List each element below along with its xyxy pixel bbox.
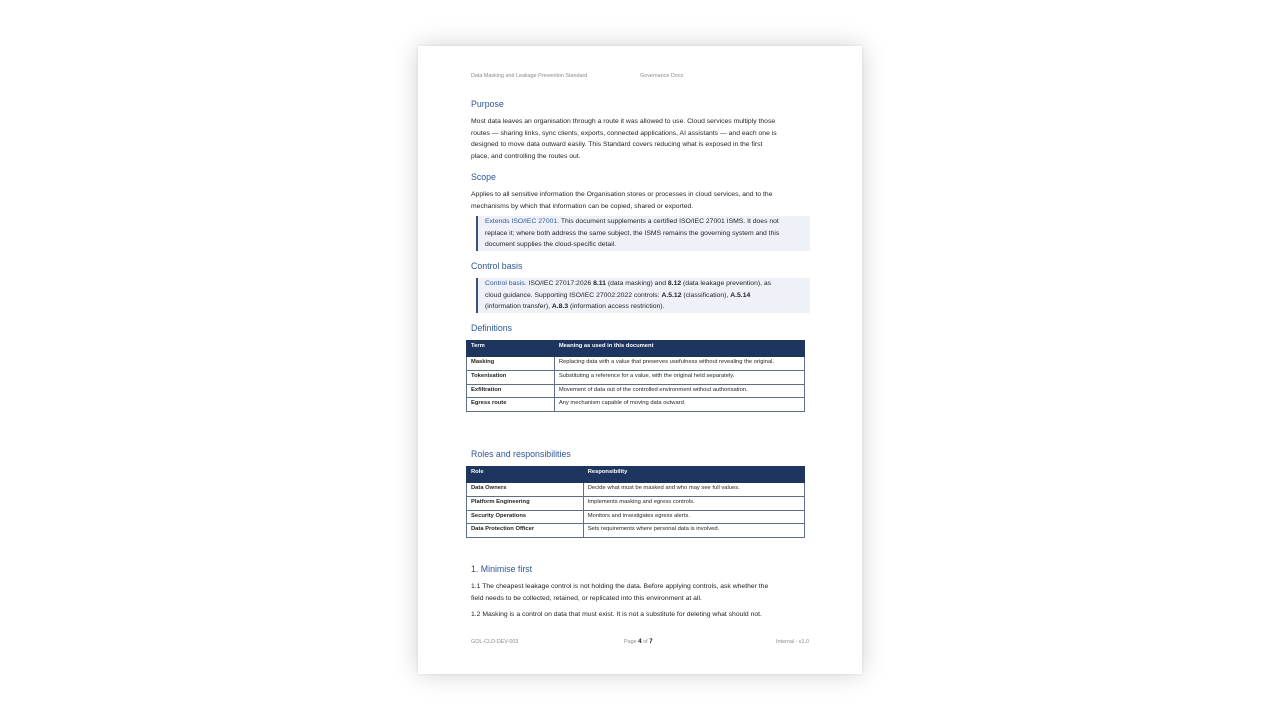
page-label: Page bbox=[624, 639, 639, 645]
control-ref: A.5.14 bbox=[730, 291, 751, 299]
role-name: Security Operations bbox=[467, 510, 584, 524]
control-basis-text: (information access restriction). bbox=[568, 303, 665, 311]
control-basis-text: (information transfer), bbox=[485, 303, 552, 311]
purpose-line: designed to move data outward easily. This Standard covers reducing what is exposed in the first bbox=[471, 141, 763, 149]
iso-extends-callout bbox=[476, 216, 810, 251]
column-header-meaning: Meaning as used in this document bbox=[554, 341, 804, 357]
scope-line: Applies to all sensitive information the Organisation stores or processes in cloud services, and to the bbox=[471, 191, 773, 198]
definitions-heading: Definitions bbox=[471, 323, 513, 333]
header-document-title: Data Masking and Leakage Prevention Standard bbox=[471, 73, 588, 79]
control-basis-label: Control basis. bbox=[485, 280, 527, 287]
control-basis-text: ISO/IEC 27017:2026 bbox=[526, 280, 594, 287]
role-responsibility: Monitors and investigates egress alerts. bbox=[583, 510, 804, 524]
control-basis-text: (data masking) and bbox=[605, 280, 668, 287]
control-ref: A.5.12 bbox=[661, 291, 682, 299]
scope-paragraph bbox=[471, 189, 831, 212]
minimise-line: 1.1 The cheapest leakage control is not holding the data. Before applying controls, ask whether the bbox=[471, 583, 769, 590]
control-basis-text: (data leakage prevention), as bbox=[681, 280, 772, 287]
definition-meaning: Movement of data out of the controlled environment without authorisation. bbox=[554, 384, 804, 398]
callout-text: replace it; where both address the same subject, the ISMS remains the governing system and this bbox=[485, 229, 780, 237]
table-row bbox=[467, 357, 805, 371]
purpose-heading: Purpose bbox=[471, 99, 504, 109]
role-responsibility: Sets requirements where personal data is involved. bbox=[583, 524, 804, 538]
table-row bbox=[467, 398, 805, 412]
document-page bbox=[418, 46, 862, 674]
current-page: 4 bbox=[638, 638, 642, 645]
table-row bbox=[467, 524, 805, 538]
role-name: Data Owners bbox=[467, 483, 584, 497]
minimise-heading: 1. Minimise first bbox=[471, 564, 533, 574]
callout-text: document supplies the cloud-specific detail. bbox=[485, 241, 617, 249]
definition-meaning: Any mechanism capable of moving data outward. bbox=[554, 398, 804, 412]
definition-meaning: Replacing data with a value that preserves usefulness without revealing the original. bbox=[554, 357, 804, 371]
control-ref: 8.11 bbox=[593, 280, 606, 287]
table-row bbox=[467, 483, 805, 497]
column-header-role: Role bbox=[467, 467, 584, 483]
role-name: Data Protection Officer bbox=[467, 524, 584, 538]
total-pages: 7 bbox=[649, 638, 653, 645]
purpose-line: place, and controlling the routes out. bbox=[471, 152, 581, 160]
control-ref: A.8.3 bbox=[551, 303, 569, 311]
role-name: Platform Engineering bbox=[467, 496, 584, 510]
footer-document-id: GOL-CLD-DEV-003 bbox=[471, 639, 519, 645]
control-basis-text: cloud guidance. Supporting ISO/IEC 27002:2022 controls: bbox=[485, 291, 662, 299]
minimise-line: field needs to be collected, retained, or replicated into this environment at all. bbox=[471, 594, 702, 602]
definition-meaning: Substituting a reference for a value, with the original held separately. bbox=[554, 370, 804, 384]
purpose-paragraph bbox=[471, 116, 831, 162]
table-row bbox=[467, 510, 805, 524]
table-header-row bbox=[467, 341, 805, 357]
roles-table bbox=[466, 466, 805, 538]
column-header-term: Term bbox=[467, 341, 555, 357]
purpose-line: Most data leaves an organisation through a route it was allowed to use. Cloud services multiply those bbox=[471, 118, 776, 125]
control-basis-heading: Control basis bbox=[471, 261, 523, 271]
column-header-responsibility: Responsibility bbox=[583, 467, 804, 483]
roles-heading: Roles and responsibilities bbox=[471, 449, 571, 459]
table-row bbox=[467, 496, 805, 510]
minimise-paragraph-2: 1.2 Masking is a control on data that must exist. It is not a substitute for deleting what should not. bbox=[471, 611, 762, 618]
footer-classification: Internal - v1.0 bbox=[776, 639, 809, 645]
page-of-label: of bbox=[641, 639, 650, 645]
purpose-line: routes — sharing links, sync clients, exports, connected applications, AI assistants — and each one is bbox=[471, 129, 777, 137]
table-header-row bbox=[467, 467, 805, 483]
control-ref: 8.12 bbox=[667, 280, 682, 287]
definition-term: Exfiltration bbox=[467, 384, 555, 398]
footer-page-number bbox=[624, 638, 653, 645]
minimise-paragraph-1 bbox=[471, 581, 831, 604]
definition-term: Masking bbox=[467, 357, 555, 371]
table-row bbox=[467, 370, 805, 384]
definition-term: Egress route bbox=[467, 398, 555, 412]
table-row bbox=[467, 384, 805, 398]
role-responsibility: Implements masking and egress controls. bbox=[583, 496, 804, 510]
role-responsibility: Decide what must be masked and who may see full values. bbox=[583, 483, 804, 497]
callout-label: Extends ISO/IEC 27001. bbox=[485, 218, 560, 225]
scope-line: mechanisms by which that information can be copied, shared or exported. bbox=[471, 202, 694, 210]
header-collection: Governance Docs bbox=[640, 73, 684, 79]
control-basis-text: (classification), bbox=[681, 291, 731, 299]
scope-heading: Scope bbox=[471, 172, 496, 182]
definitions-table bbox=[466, 340, 805, 412]
definition-term: Tokenisation bbox=[467, 370, 555, 384]
callout-text: This document supplements a certified ISO/IEC 27001 ISMS. It does not bbox=[559, 218, 779, 225]
control-basis-callout bbox=[476, 278, 810, 313]
